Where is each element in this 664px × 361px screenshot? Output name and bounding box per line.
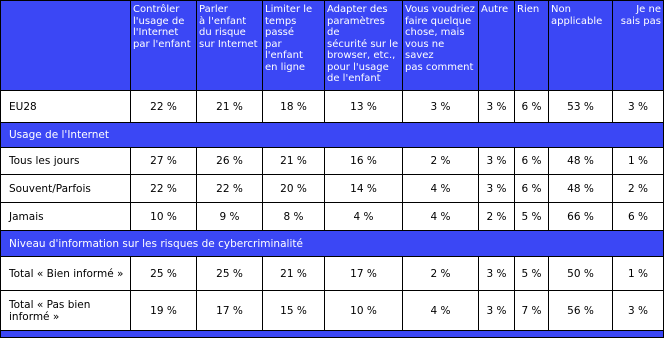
header-row (1, 1, 664, 91)
bottom-bar (1, 331, 664, 338)
row-label: Jamais (1, 203, 131, 231)
table-cell: 5 % (515, 257, 549, 291)
table-cell: 21 % (197, 91, 263, 123)
table-cell: 48 % (549, 148, 613, 175)
col-header-non-applicable: Non applicable (549, 1, 613, 91)
table-cell: 20 % (263, 175, 325, 203)
table-cell: 16 % (325, 148, 403, 175)
table-row (1, 91, 664, 123)
table-cell: 17 % (197, 291, 263, 331)
table-row (1, 291, 664, 331)
table-cell: 56 % (549, 291, 613, 331)
col-header-rien: Rien (515, 1, 549, 91)
col-header-limiter: Limiter le temps passé par l'enfant en ligne (263, 1, 325, 91)
table-cell: 3 % (613, 291, 664, 331)
table-cell: 6 % (613, 203, 664, 231)
table-cell: 10 % (131, 203, 197, 231)
table-cell: 13 % (325, 91, 403, 123)
table-cell: 2 % (403, 257, 479, 291)
section-title: Niveau d'information sur les risques de cybercriminalité (1, 231, 664, 257)
table-cell: 27 % (131, 148, 197, 175)
table-cell: 3 % (479, 175, 515, 203)
row-label: Total « Pas bien informé » (1, 291, 131, 331)
section-title: Usage de l'Internet (1, 123, 664, 148)
col-header-autre: Autre (479, 1, 515, 91)
table-cell: 4 % (403, 291, 479, 331)
col-header-adapter: Adapter des paramètres de sécurité sur le browser, etc., pour l'usage de l'enfant (325, 1, 403, 91)
table-cell: 17 % (325, 257, 403, 291)
table-cell: 21 % (263, 148, 325, 175)
table-row (1, 257, 664, 291)
table-cell: 8 % (263, 203, 325, 231)
table-cell: 53 % (549, 91, 613, 123)
table-row (1, 203, 664, 231)
table-cell: 4 % (403, 203, 479, 231)
col-header-parler: Parler à l'enfant du risque sur Internet (197, 1, 263, 91)
row-label: EU28 (1, 91, 131, 123)
table-cell: 3 % (479, 257, 515, 291)
table-cell: 22 % (131, 175, 197, 203)
table-cell: 1 % (613, 257, 664, 291)
table-cell: 9 % (197, 203, 263, 231)
table-row (1, 175, 664, 203)
table-cell: 25 % (131, 257, 197, 291)
table-cell: 3 % (479, 291, 515, 331)
table-cell: 1 % (613, 148, 664, 175)
table-cell: 6 % (515, 148, 549, 175)
table-cell: 18 % (263, 91, 325, 123)
table-cell: 6 % (515, 175, 549, 203)
section-header-row (1, 123, 664, 148)
table-cell: 14 % (325, 175, 403, 203)
table-cell: 48 % (549, 175, 613, 203)
table-cell: 26 % (197, 148, 263, 175)
table-cell: 19 % (131, 291, 197, 331)
col-header-vous-voudriez: Vous voudriez faire quelque chose, mais vous ne savez pas comment (403, 1, 479, 91)
col-header-je-ne-sais-pas: Je ne sais pas (613, 1, 664, 91)
row-label: Souvent/Parfois (1, 175, 131, 203)
table-cell: 2 % (403, 148, 479, 175)
table-cell: 15 % (263, 291, 325, 331)
table-cell: 2 % (479, 203, 515, 231)
table-cell: 3 % (479, 148, 515, 175)
table-row (1, 148, 664, 175)
table-cell: 3 % (613, 91, 664, 123)
table-cell: 22 % (131, 91, 197, 123)
table-cell: 5 % (515, 203, 549, 231)
table-cell: 3 % (479, 91, 515, 123)
table-cell: 25 % (197, 257, 263, 291)
table-cell: 2 % (613, 175, 664, 203)
section-header-row (1, 231, 664, 257)
table-cell: 7 % (515, 291, 549, 331)
row-label: Tous les jours (1, 148, 131, 175)
table-cell: 6 % (515, 91, 549, 123)
table-cell: 10 % (325, 291, 403, 331)
table-cell: 22 % (197, 175, 263, 203)
table-cell: 50 % (549, 257, 613, 291)
row-label: Total « Bien informé » (1, 257, 131, 291)
header-corner (1, 1, 131, 91)
bottom-band (1, 331, 664, 338)
table-cell: 4 % (325, 203, 403, 231)
table-cell: 4 % (403, 175, 479, 203)
table-cell: 3 % (403, 91, 479, 123)
col-header-controler: Contrôler l'usage de l'Internet par l'enfant (131, 1, 197, 91)
table-cell: 21 % (263, 257, 325, 291)
table-cell: 66 % (549, 203, 613, 231)
